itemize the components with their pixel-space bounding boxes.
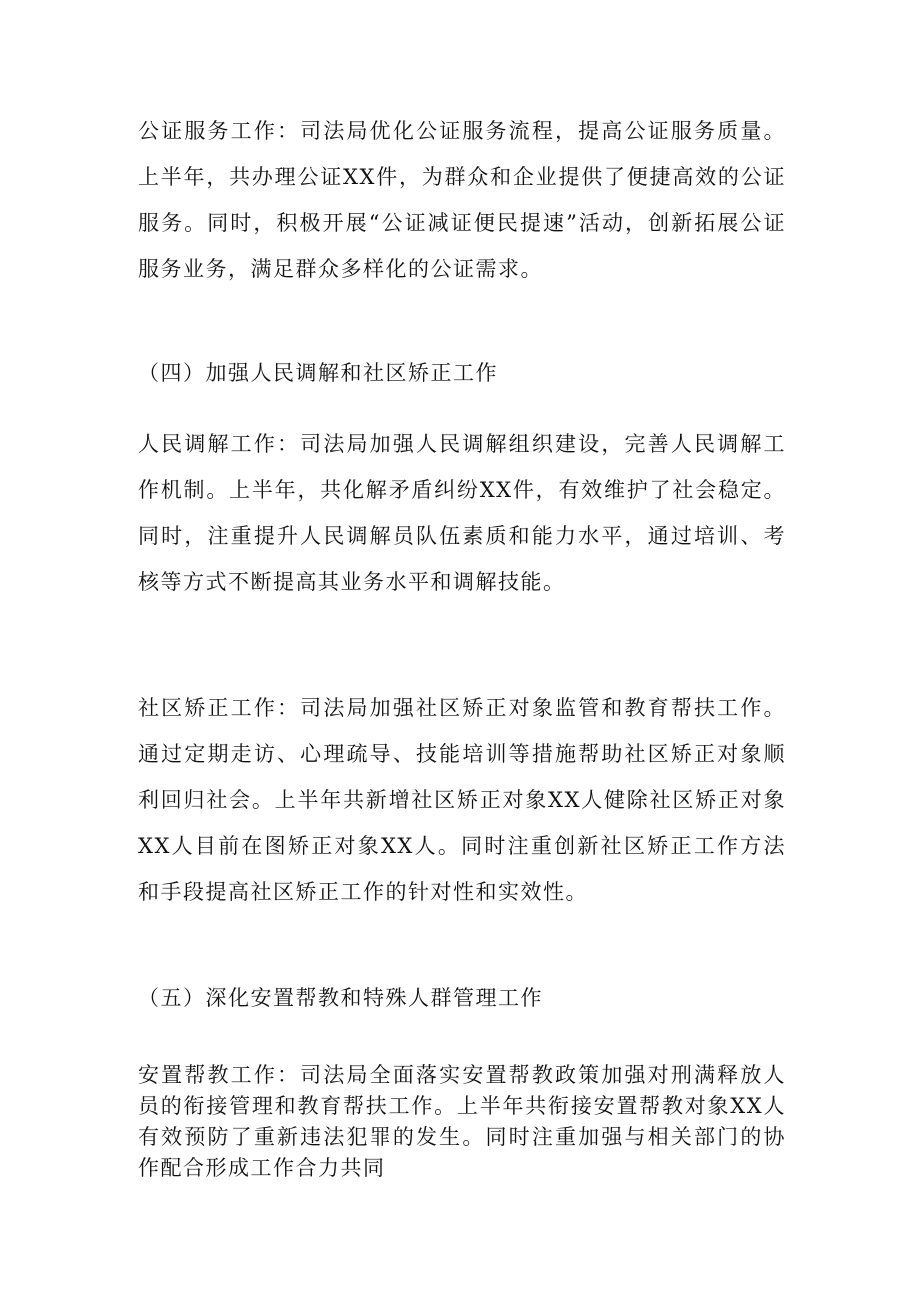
section-heading-five: （五）深化安置帮教和特殊人群管理工作 <box>138 986 543 1010</box>
paragraph-community-correction: 社区矫正工作：司法局加强社区矫正对象监管和教育帮扶工作。通过定期走访、心理疏导、技能培训等措施帮助社区矫正对象顺利回归社会。上半年共新增社区矫正对象XX人健除社区矫正对象XX人目前在图矫正对象XX人。同时注重创新社区矫正工作方法和手段提高社区矫正工作的针对性和实效性。 <box>138 696 786 904</box>
section-heading-four: （四）加强人民调解和社区矫正工作 <box>138 361 498 385</box>
paragraph-people-mediation: 人民调解工作：司法局加强人民调解组织建设，完善人民调解工作机制。上半年，共化解矛盾纠纷XX件，有效维护了社会稳定。同时，注重提升人民调解员队伍素质和能力水平，通过培训、考核等方式不断提高其业务水平和调解技能。 <box>138 432 786 594</box>
paragraph-notary-service: 公证服务工作：司法局优化公证服务流程，提高公证服务质量。上半年，共办理公证XX件，为群众和企业提供了便捷高效的公证服务。同时，积极开展“公证减证便民提速”活动，创新拓展公证服务业务，满足群众多样化的公证需求。 <box>138 119 786 281</box>
paragraph-resettlement-assistance: 安置帮教工作：司法局全面落实安置帮教政策加强对刑满释放人员的衔接管理和教育帮扶工作。上半年共衔接安置帮教对象XX人有效预防了重新违法犯罪的发生。同时注重加强与相关部门的协作配合形成工作合力共同 <box>138 1063 786 1180</box>
